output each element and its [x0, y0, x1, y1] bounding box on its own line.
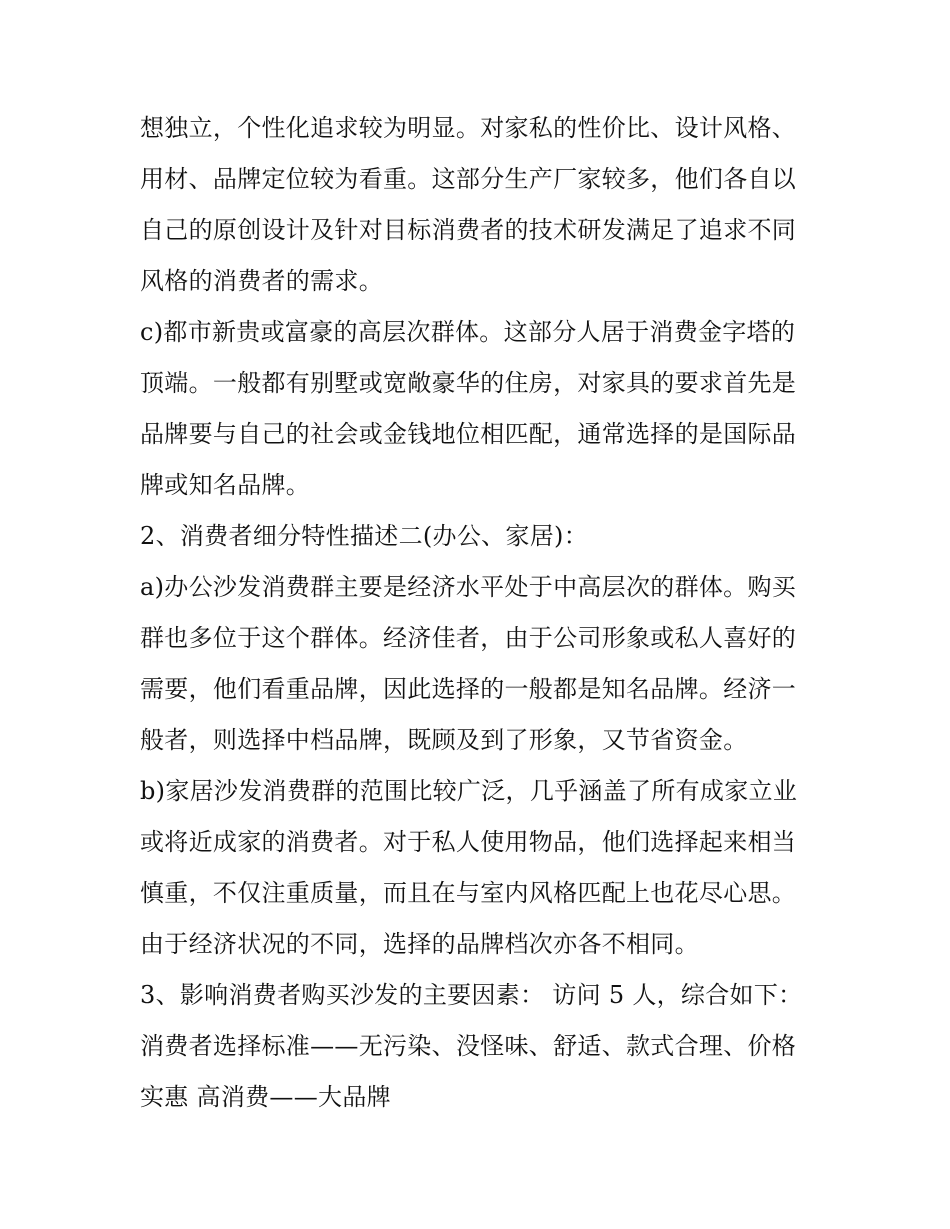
text-line: 想独立，个性化追求较为明显。对家私的性价比、设计风格、 — [140, 114, 797, 142]
text-line: 自己的原创设计及针对目标消费者的技术研发满足了追求不同 — [140, 216, 797, 244]
text-line: 慎重，不仅注重质量，而且在与室内风格匹配上也花尽心思。 — [140, 879, 797, 907]
text-line: 消费者选择标准——无污染、没怪味、舒适、款式合理、价格 — [140, 1032, 797, 1060]
text-line: c)都市新贵或富豪的高层次群体。这部分人居于消费金字塔的 — [140, 318, 796, 346]
section-heading: 3、影响消费者购买沙发的主要因素： 访问 5 人，综合如下： — [140, 981, 803, 1009]
text-line: 风格的消费者的需求。 — [140, 267, 383, 295]
text-line: 品牌要与自己的社会或金钱地位相匹配，通常选择的是国际品 — [140, 420, 797, 448]
text-line: 顶端。一般都有别墅或宽敞豪华的住房，对家具的要求首先是 — [140, 369, 797, 397]
text-line: 般者，则选择中档品牌，既顾及到了形象，又节省资金。 — [140, 726, 748, 754]
text-line: 用材、品牌定位较为看重。这部分生产厂家较多，他们各自以 — [140, 165, 797, 193]
text-line: 牌或知名品牌。 — [140, 471, 311, 499]
section-heading: 2、消费者细分特性描述二(办公、家居)： — [140, 522, 588, 550]
text-line: 或将近成家的消费者。对于私人使用物品，他们选择起来相当 — [140, 828, 797, 856]
text-line: 群也多位于这个群体。经济佳者，由于公司形象或私人喜好的 — [140, 624, 797, 652]
body-text — [140, 103, 820, 1123]
text-line: a)办公沙发消费群主要是经济水平处于中高层次的群体。购买 — [140, 573, 797, 601]
text-line: 由于经济状况的不同，选择的品牌档次亦各不相同。 — [140, 930, 699, 958]
text-line: b)家居沙发消费群的范围比较广泛，几乎涵盖了所有成家立业 — [140, 777, 798, 805]
text-line: 需要，他们看重品牌，因此选择的一般都是知名品牌。经济一 — [140, 675, 797, 703]
text-line: 实惠 高消费——大品牌 — [140, 1083, 391, 1111]
